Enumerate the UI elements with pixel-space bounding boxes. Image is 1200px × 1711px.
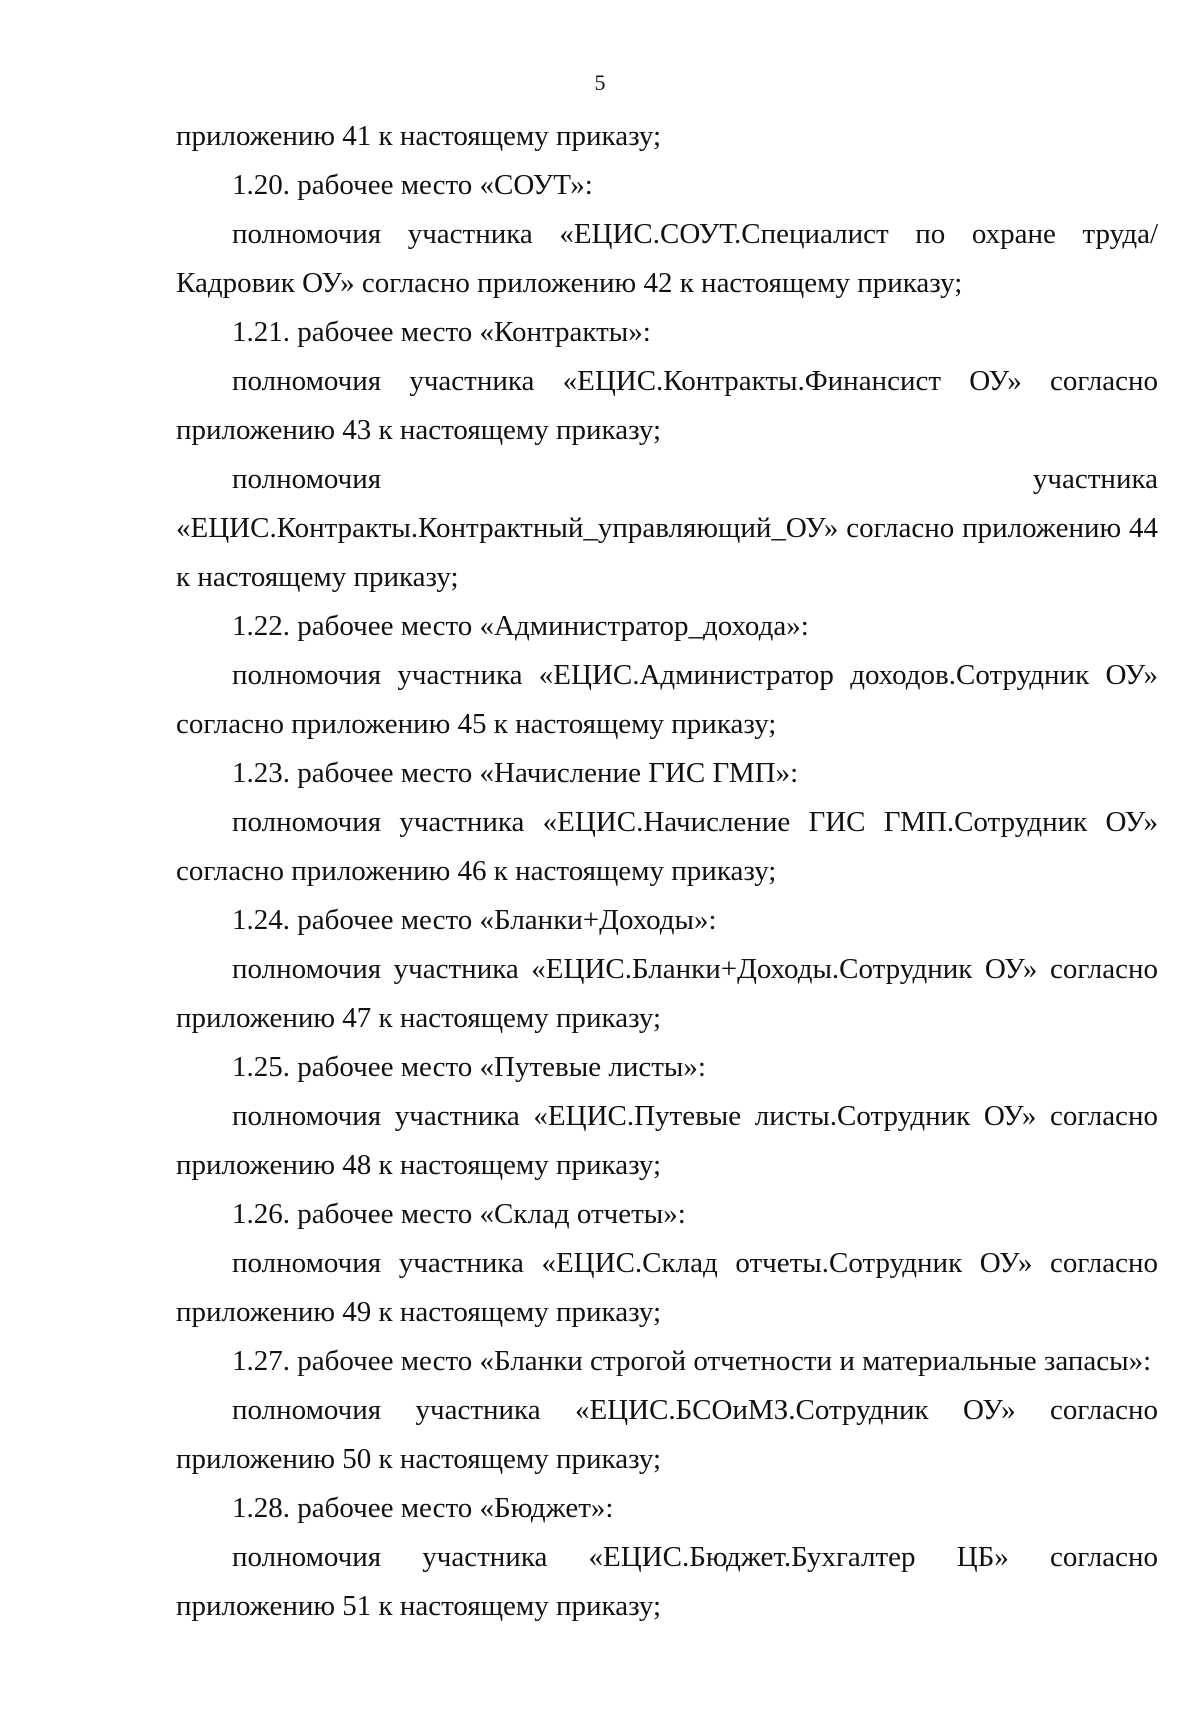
section-heading-1-23: 1.23. рабочее место «Начисление ГИС ГМП»: xyxy=(232,757,799,789)
paragraph-permissions: полномочия участника «ЕЦИС.СОУТ.Специалист по охране труда/ Кадровик ОУ» согласно приложению 42 к настоящему приказу; xyxy=(176,218,1158,299)
paragraph-permissions: полномочия участника «ЕЦИС.Контракты.Контрактный_управляющий_ОУ» согласно приложению 44 к настоящему приказу; xyxy=(176,463,1158,593)
paragraph-permissions: полномочия участника «ЕЦИС.Бланки+Доходы.Сотрудник ОУ» согласно приложению 47 к настоящему приказу; xyxy=(176,953,1158,1034)
paragraph-permissions: полномочия участника «ЕЦИС.Путевые листы.Сотрудник ОУ» согласно приложению 48 к настоящему приказу; xyxy=(176,1100,1158,1181)
section-heading-1-22: 1.22. рабочее место «Администратор_дохода»: xyxy=(232,610,809,642)
paragraph-permissions: полномочия участника «ЕЦИС.Склад отчеты.Сотрудник ОУ» согласно приложению 49 к настоящему приказу; xyxy=(176,1247,1158,1328)
paragraph-permissions: полномочия участника «ЕЦИС.Контракты.Финансист ОУ» согласно приложению 43 к настоящему приказу; xyxy=(176,365,1158,446)
paragraph-continuation: приложению 41 к настоящему приказу; xyxy=(176,120,662,152)
section-heading-1-21: 1.21. рабочее место «Контракты»: xyxy=(232,316,651,348)
paragraph-permissions: полномочия участника «ЕЦИС.БСОиМЗ.Сотрудник ОУ» согласно приложению 50 к настоящему приказу; xyxy=(176,1394,1158,1475)
paragraph-permissions: полномочия участника «ЕЦИС.Начисление ГИС ГМП.Сотрудник ОУ» согласно приложению 46 к настоящему приказу; xyxy=(176,806,1158,887)
section-heading-1-24: 1.24. рабочее место «Бланки+Доходы»: xyxy=(232,904,717,936)
section-heading-1-26: 1.26. рабочее место «Склад отчеты»: xyxy=(232,1198,686,1230)
section-heading-1-20: 1.20. рабочее место «СОУТ»: xyxy=(232,169,593,201)
paragraph-permissions: полномочия участника «ЕЦИС.Бюджет.Бухгалтер ЦБ» согласно приложению 51 к настоящему приказу; xyxy=(176,1541,1158,1622)
paragraph-permissions: полномочия участника «ЕЦИС.Администратор доходов.Сотрудник ОУ» согласно приложению 45 к настоящему приказу; xyxy=(176,659,1158,740)
section-heading-1-27: 1.27. рабочее место «Бланки строгой отчетности и материальные запасы»: xyxy=(232,1345,1152,1377)
document-body xyxy=(176,112,1158,1631)
page-number: 5 xyxy=(594,70,606,95)
section-heading-1-28: 1.28. рабочее место «Бюджет»: xyxy=(232,1492,614,1524)
section-heading-1-25: 1.25. рабочее место «Путевые листы»: xyxy=(232,1051,706,1083)
